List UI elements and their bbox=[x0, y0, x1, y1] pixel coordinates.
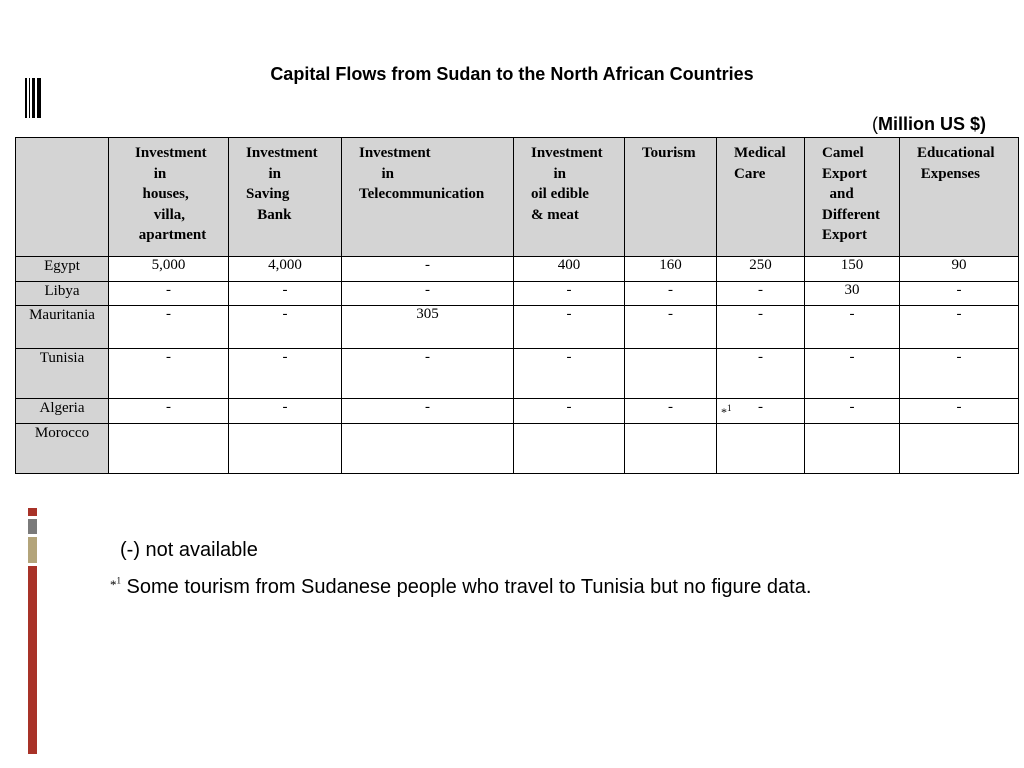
table-cell: - bbox=[342, 399, 514, 424]
cell-value: - bbox=[758, 399, 763, 415]
table-cell: 150 bbox=[805, 257, 900, 282]
table-cell bbox=[109, 424, 229, 474]
table-cell: - bbox=[805, 399, 900, 424]
column-header: Investment in houses, villa, apartment bbox=[109, 138, 229, 257]
column-header: Tourism bbox=[625, 138, 717, 257]
accent-segment-red-top bbox=[28, 508, 37, 516]
table-cell bbox=[805, 424, 900, 474]
table-cell: 5,000 bbox=[109, 257, 229, 282]
table-cell: - bbox=[805, 306, 900, 349]
page-title: Capital Flows from Sudan to the North African Countries bbox=[270, 64, 754, 84]
table-cell: - bbox=[229, 349, 342, 399]
table-header-row bbox=[16, 138, 1019, 257]
legend-not-available: (-) not available bbox=[120, 539, 258, 561]
unit-label: (Million US $) bbox=[872, 114, 986, 134]
table-cell bbox=[900, 424, 1019, 474]
table-cell: - bbox=[229, 282, 342, 306]
table-cell: 400 bbox=[514, 257, 625, 282]
footnote-text: Some tourism from Sudanese people who travel to Tunisia but no figure data. bbox=[121, 576, 812, 598]
table-row bbox=[16, 257, 1019, 282]
table-cell: - bbox=[342, 349, 514, 399]
column-header: Educational Expenses bbox=[900, 138, 1019, 257]
table-cell: - bbox=[717, 306, 805, 349]
column-header: Investment in Saving Bank bbox=[229, 138, 342, 257]
table-cell: - bbox=[625, 399, 717, 424]
table-cell: - bbox=[109, 399, 229, 424]
table-cell: - bbox=[717, 282, 805, 306]
row-header-mauritania: Mauritania bbox=[16, 306, 109, 349]
accent-segment-gray bbox=[28, 519, 37, 534]
table-cell: - bbox=[229, 399, 342, 424]
table-cell bbox=[717, 424, 805, 474]
row-header-morocco: Morocco bbox=[16, 424, 109, 474]
column-header: Medical Care bbox=[717, 138, 805, 257]
table-cell bbox=[625, 424, 717, 474]
table-cell: - bbox=[900, 306, 1019, 349]
table-cell: 4,000 bbox=[229, 257, 342, 282]
table-cell: - bbox=[900, 282, 1019, 306]
footnote bbox=[110, 576, 811, 599]
column-header: Camel Export and Different Export bbox=[805, 138, 900, 257]
table-cell: - bbox=[805, 349, 900, 399]
row-header-libya: Libya bbox=[16, 282, 109, 306]
row-header-egypt: Egypt bbox=[16, 257, 109, 282]
table-cell: 250 bbox=[717, 257, 805, 282]
table-cell: - bbox=[342, 257, 514, 282]
table-cell: 30 bbox=[805, 282, 900, 306]
table-cell bbox=[625, 349, 717, 399]
table-cell: - bbox=[109, 306, 229, 349]
table-cell: - bbox=[109, 282, 229, 306]
table-cell: - bbox=[514, 306, 625, 349]
table-cell: - bbox=[514, 282, 625, 306]
table-cell: - bbox=[342, 282, 514, 306]
table-cell: - bbox=[109, 349, 229, 399]
accent-segment-tan bbox=[28, 537, 37, 563]
table-cell: - bbox=[625, 306, 717, 349]
table-cell: - bbox=[717, 349, 805, 399]
table-row bbox=[16, 282, 1019, 306]
corner-cell bbox=[16, 138, 109, 257]
footnote-reference: *$^1$ bbox=[721, 403, 732, 419]
table-cell: 160 bbox=[625, 257, 717, 282]
table-cell: - bbox=[900, 399, 1019, 424]
capital-flows-table bbox=[15, 137, 1019, 474]
table-cell bbox=[514, 424, 625, 474]
table-cell-footnoted bbox=[717, 399, 805, 424]
table-cell: 305 bbox=[342, 306, 514, 349]
table-row bbox=[16, 424, 1019, 474]
table-cell: 90 bbox=[900, 257, 1019, 282]
table-cell bbox=[342, 424, 514, 474]
table-cell bbox=[229, 424, 342, 474]
table-cell: - bbox=[514, 399, 625, 424]
table-cell: - bbox=[900, 349, 1019, 399]
table-cell: - bbox=[625, 282, 717, 306]
column-header: Investment in Telecommunication bbox=[342, 138, 514, 257]
accent-segment-red bbox=[28, 566, 37, 754]
table-cell: - bbox=[229, 306, 342, 349]
row-header-algeria: Algeria bbox=[16, 399, 109, 424]
column-header: Investment in oil edible & meat bbox=[514, 138, 625, 257]
table-row bbox=[16, 349, 1019, 399]
row-header-tunisia: Tunisia bbox=[16, 349, 109, 399]
footnote-marker: *1 bbox=[110, 576, 121, 593]
table-row bbox=[16, 306, 1019, 349]
table-cell: - bbox=[514, 349, 625, 399]
table-row bbox=[16, 399, 1019, 424]
